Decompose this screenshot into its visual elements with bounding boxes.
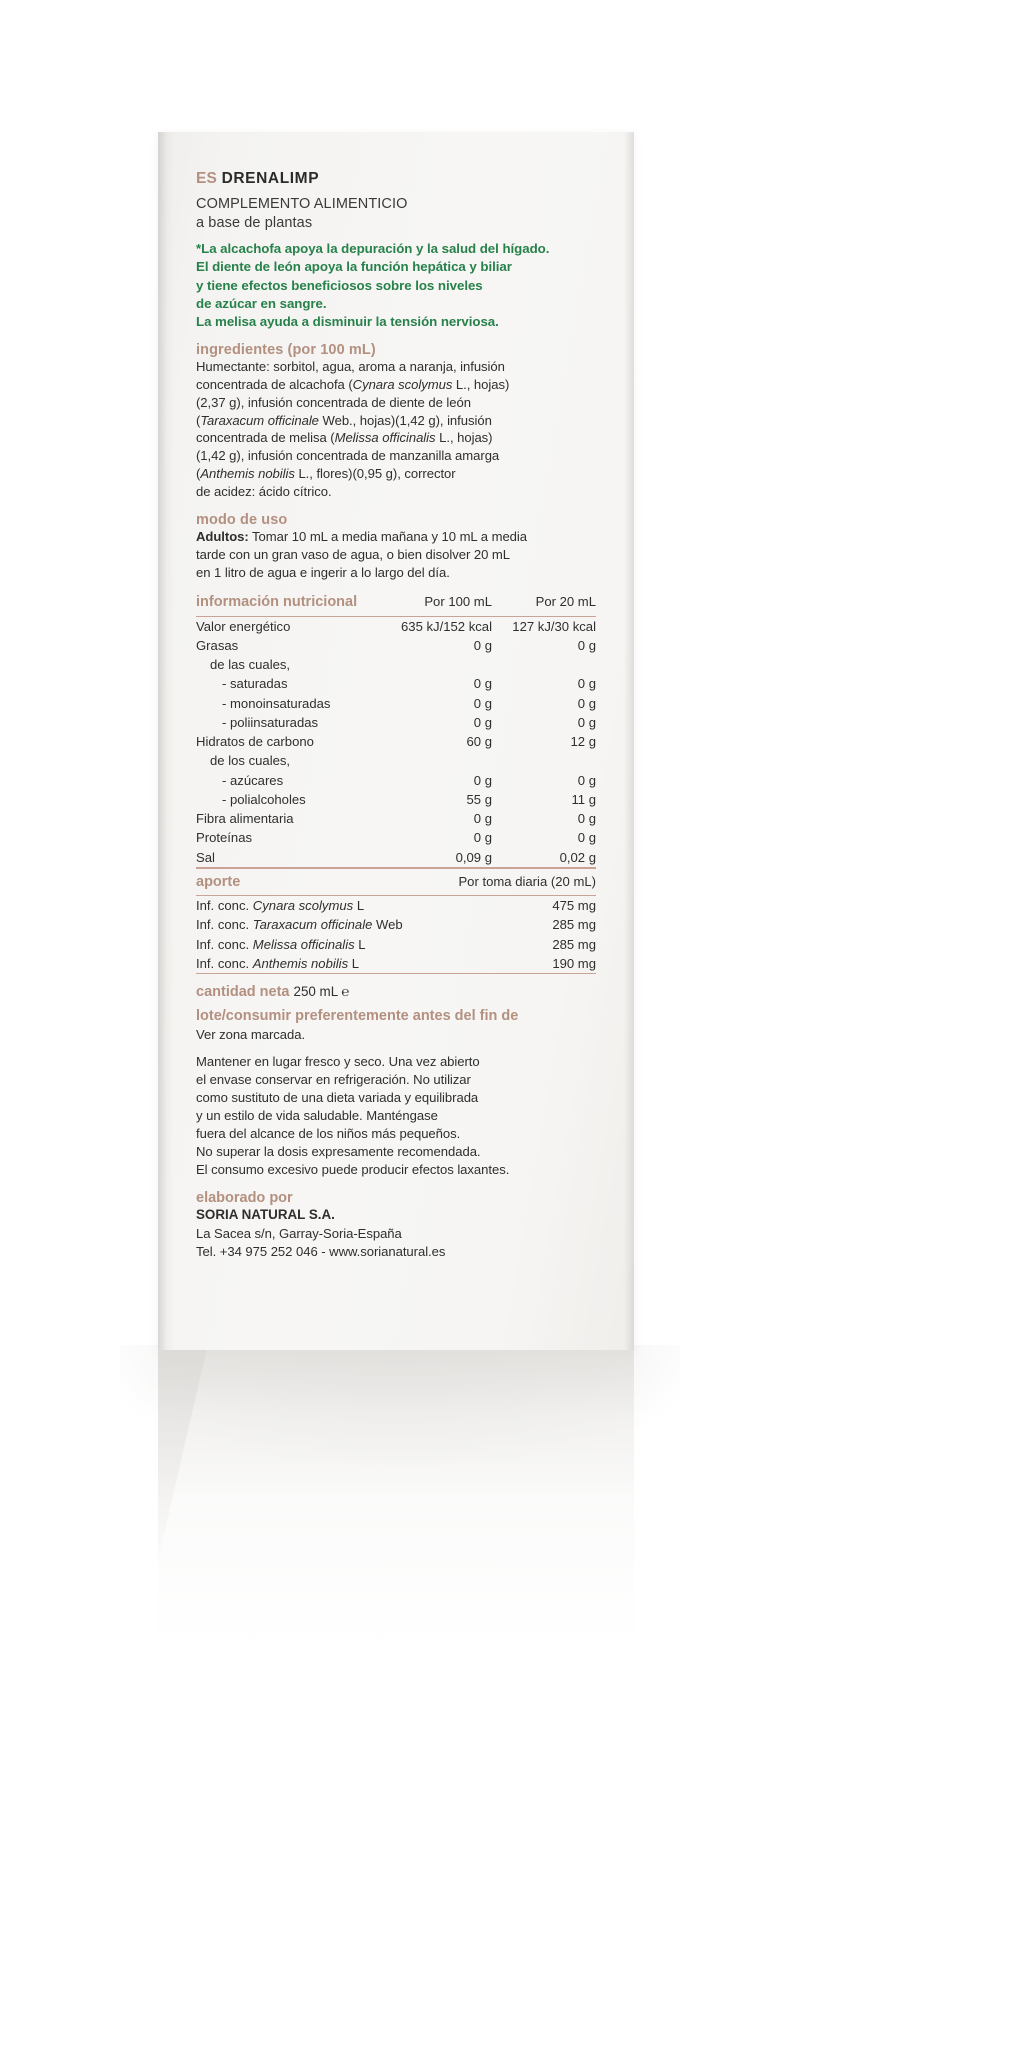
nutrient-value-per-100ml: 60 g [466,734,492,750]
aporte-rows [196,896,596,974]
nutrient-name: de las cuales, [210,657,291,673]
nutrient-name: - saturadas [222,676,288,692]
nutrient-value-per-20ml: 0,02 g [492,848,596,868]
ingredients-line: concentrada de melisa (Melissa officinalis L., hojas) [196,430,493,446]
table-row [196,790,596,809]
ingredients-line: (Taraxacum officinale Web., hojas)(1,42 g), infusión [196,412,492,428]
nutrient-name: Sal [196,848,388,868]
ingredients-section [196,342,596,501]
nutrient-value-per-20ml: 0 g [577,676,596,692]
aporte-heading: aporte [196,868,458,895]
ingredients-line: de acidez: ácido cítrico. [196,483,332,499]
locale-code: ES [196,170,218,187]
usage-heading: modo de uso [196,511,288,528]
batch-heading: lote/consumir preferentemente antes del fin de [196,1008,519,1025]
nutrient-name: de los cuales, [210,753,291,769]
table-row [196,935,596,954]
nutrient-value-per-100ml: 0 g [473,637,492,653]
brand-row [196,170,596,188]
aporte-name: Inf. conc. Melissa officinalis L [196,936,366,952]
claim-line: y tiene efectos beneficiosos sobre los niveles [196,277,483,293]
nutrient-name: Fibra alimentaria [196,811,294,827]
usage-line: en 1 litro de agua e ingerir a lo largo del día. [196,564,450,580]
aporte-col-header: Por toma diaria (20 mL) [458,868,596,895]
nutrient-value-per-100ml: 0 g [473,676,492,692]
nutrient-value-per-100ml: 635 kJ/152 kcal [388,616,492,636]
usage-line: Adultos: Tomar 10 mL a media mañana y 10 mL a media [196,528,528,544]
nutrient-name: Grasas [196,637,239,653]
aporte-value: 190 mg [458,954,596,974]
nutrient-value-per-100ml: 55 g [466,791,492,807]
nutrient-value-per-100ml: 0 g [473,772,492,788]
nutrition-rows [196,616,596,867]
nutrient-name: - polialcoholes [222,791,306,807]
nutrient-name: - poliinsaturadas [222,714,319,730]
nutrient-value-per-20ml: 11 g [571,791,596,807]
claim-line: *La alcachofa apoya la depuración y la salud del hígado. [196,241,550,257]
ingredients-line: (2,37 g), infusión concentrada de diente de león [196,394,471,410]
ingredients-line: (Anthemis nobilis L., flores)(0,95 g), corrector [196,466,456,482]
page-title: DRENALIMP [221,170,320,187]
aporte-value: 285 mg [552,917,596,933]
net-quantity-row [196,984,596,1000]
nutrient-value-per-100ml: 0 g [473,811,492,827]
aporte-name: Inf. conc. Cynara scolymus L [196,896,458,916]
nutrition-table [196,592,596,867]
aporte-header-row [196,868,596,895]
table-row [196,848,596,868]
usage-body [196,528,596,582]
nutrient-value-per-100ml: 0 g [473,830,492,846]
nutrition-heading: información nutricional [196,594,358,611]
aporte-name: Inf. conc. Taraxacum officinale Web [196,917,403,933]
nutrient-value-per-100ml [388,655,492,674]
table-row [196,751,596,770]
nutrient-value-per-100ml: 0 g [473,714,492,730]
net-quantity-label: cantidad neta [196,984,290,1001]
manufacturer-heading: elaborado por [196,1190,293,1207]
ingredients-line: (1,42 g), infusión concentrada de manzanilla amarga [196,448,500,464]
nutrient-value-per-20ml: 0 g [577,714,596,730]
package-reflection [158,1350,634,1650]
table-row [196,636,596,655]
nutrient-name: Hidratos de carbono [196,734,314,750]
label-content [196,170,596,1261]
warning-line: el envase conservar en refrigeración. No utilizar [196,1072,471,1088]
warning-line: fuera del alcance de los niños más pequeños. [196,1125,461,1141]
warnings-block [196,1053,596,1178]
nutrient-name: - azúcares [222,772,284,788]
warning-line: Mantener en lugar fresco y seco. Una vez abierto [196,1054,480,1070]
table-row [196,771,596,790]
nutrient-value-per-20ml: 0 g [577,772,596,788]
health-claims [196,240,596,331]
nutrition-col2-header: Por 20 mL [535,594,596,610]
manufacturer-contact: Tel. +34 975 252 046 - www.sorianatural.es [196,1243,446,1259]
table-row [196,828,596,847]
nutrition-col1-header: Por 100 mL [424,594,492,610]
table-row [196,954,596,974]
manufacturer-name: SORIA NATURAL S.A. [196,1207,335,1223]
manufacturer-address: La Sacea s/n, Garray-Soria-España [196,1225,402,1241]
nutrient-name: Proteínas [196,830,253,846]
reflection-body [158,1350,634,1650]
claim-line: El diente de león apoya la función hepática y biliar [196,259,512,275]
nutrient-value-per-20ml [492,655,596,674]
nutrient-name: Valor energético [196,616,388,636]
nutrient-value-per-20ml: 0 g [577,695,596,711]
aporte-table [196,868,596,974]
warning-line: No superar la dosis expresamente recomendada. [196,1143,481,1159]
table-row [196,732,596,751]
reflection-left-edge [158,1350,207,1580]
nutrient-value-per-20ml: 12 g [570,734,596,750]
aporte-value: 475 mg [458,896,596,916]
warning-line: El consumo excesivo puede producir efectos laxantes. [196,1161,510,1177]
table-row [196,713,596,732]
nutrition-header-row [196,592,596,616]
nutrient-value-per-100ml: 0 g [473,695,492,711]
table-row [196,915,596,934]
table-row [196,694,596,713]
nutrient-name: - monoinsaturadas [222,695,331,711]
aporte-name: Inf. conc. Anthemis nobilis L [196,954,458,974]
aporte-section [196,868,596,974]
net-quantity-value: 250 mL ℮ [293,984,350,1000]
usage-line: tarde con un gran vaso de agua, o bien disolver 20 mL [196,546,510,562]
claim-line: de azúcar en sangre. [196,295,327,311]
table-row [196,655,596,674]
ingredients-line: concentrada de alcachofa (Cynara scolymus L., hojas) [196,376,510,392]
warning-line: como sustituto de una dieta variada y equilibrada [196,1090,479,1106]
category-line-1: COMPLEMENTO ALIMENTICIO [196,196,408,212]
nutrient-value-per-100ml [388,751,492,770]
nutrition-section [196,592,596,867]
aporte-header-body [196,868,596,895]
table-row [196,674,596,693]
nutrient-value-per-20ml: 0 g [577,811,596,827]
nutrient-value-per-20ml: 0 g [577,830,596,846]
claim-line: La melisa ayuda a disminuir la tensión nerviosa. [196,313,499,329]
aporte-value: 285 mg [552,936,596,952]
ingredients-line: Humectante: sorbitol, agua, aroma a naranja, infusión [196,358,505,374]
nutrient-value-per-100ml: 0,09 g [388,848,492,868]
package-drop-shadow [120,1345,680,1465]
nutrient-value-per-20ml [492,751,596,770]
table-row [196,809,596,828]
nutrient-value-per-20ml: 127 kJ/30 kcal [492,616,596,636]
table-row [196,616,596,636]
table-row [196,896,596,916]
batch-value: Ver zona marcada. [196,1026,306,1042]
ingredients-body [196,358,596,501]
warning-line: y un estilo de vida saludable. Manténgase [196,1108,438,1123]
ingredients-heading: ingredientes (por 100 mL) [196,341,376,358]
nutrition-table-body [196,592,596,616]
nutrient-value-per-20ml: 0 g [577,637,596,653]
product-package-panel [158,132,634,1350]
category-line-2: a base de plantas [196,215,313,232]
usage-section [196,512,596,582]
